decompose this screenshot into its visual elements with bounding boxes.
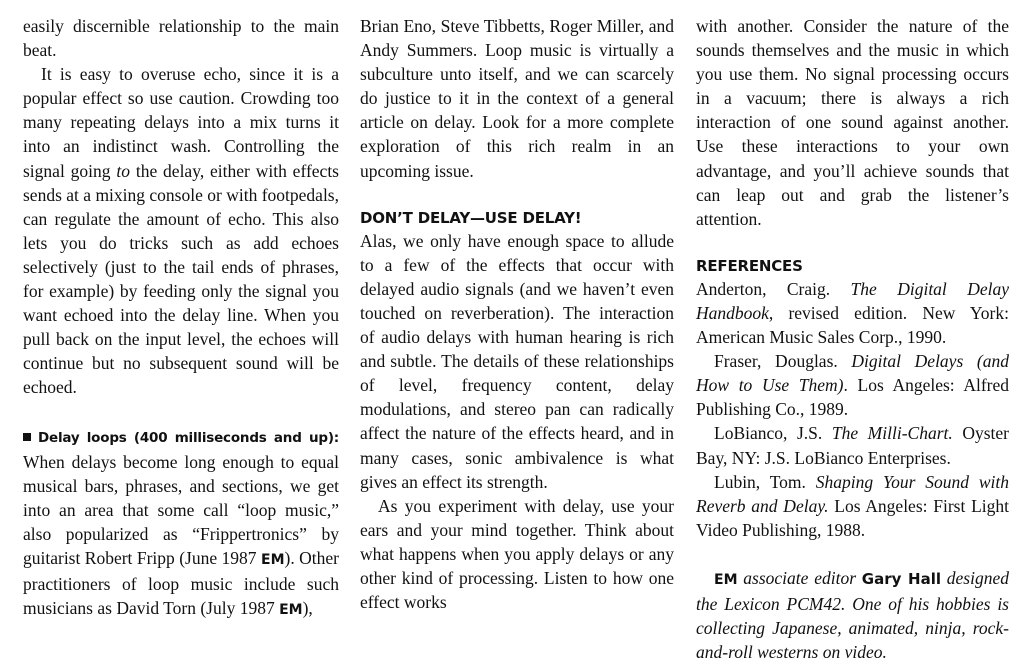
reference-entry <box>696 421 1009 469</box>
author-bio <box>696 566 1009 664</box>
column-3 <box>696 14 1009 664</box>
reference-title: The Digital Delay Handbook <box>696 278 1009 323</box>
reference-entry <box>696 349 1009 421</box>
reference-title: The Milli-Chart. <box>831 423 953 444</box>
reference-author: Fraser, Douglas. <box>714 351 852 372</box>
text-run: When delays become long enough to equal musical bars, phrases, and sections, we get into an area that some call “loop music,” also popularized as “Frippertronics” by guitarist Robert Fripp (June 1987 <box>23 451 339 568</box>
em-logo-text: EM <box>279 602 303 619</box>
emphasis-to: to <box>116 160 130 181</box>
references-list <box>696 277 1009 542</box>
reference-details: Los Angeles: First Light Video Publishing, 1988. <box>696 495 1009 540</box>
text-run: It is easy to overuse echo, since it is a popular effect so use caution. Crowding too many repeating delays into a mix turns it into an indistinct wash. Controlling the signal going <box>23 64 339 181</box>
text-run: associate editor <box>737 567 862 588</box>
paragraph: Brian Eno, Steve Tibbetts, Roger Miller, and Andy Summers. Loop music is virtually a subculture unto itself, and we can scarcely do justice to it in the context of a general article on delay. Look for a more complete exploration of this rich realm in an upcoming issue. <box>360 16 674 181</box>
reference-author: Anderton, Craig. <box>696 278 851 299</box>
reference-details: Oyster Bay, NY: J.S. LoBianco Enterprises. <box>696 423 1009 468</box>
text-run: the delay, either with effects sends at a mixing console or with footpedals, can regulate the amount of echo. This also lets you do tricks such as add echoes selectively (just to the tail ends of phrases, for example) by feeding only the signal you want echoed into the delay line. When you pull back on the input level, the echoes will continue but no subsequent sound will be echoed. <box>23 160 339 398</box>
text-run: ). Other practitioners of loop music include such musicians as David Torn (July 1987 <box>23 547 339 619</box>
author-name: Gary Hall <box>861 569 941 588</box>
reference-title: Digital Delays (and How to Use Them) <box>696 351 1009 396</box>
reference-details: . Los Angeles: Alfred Publishing Co., 1989. <box>696 375 1009 420</box>
reference-title: Shaping Your Sound with Reverb and Delay. <box>696 471 1009 516</box>
text-run: ), <box>302 598 313 619</box>
column-2 <box>360 14 674 614</box>
reference-author: LoBianco, J.S. <box>714 423 832 444</box>
paragraph: easily discernible relationship to the main beat. <box>23 16 339 61</box>
reference-entry <box>696 470 1009 542</box>
reference-entry <box>696 277 1009 349</box>
em-logo-text: EM <box>261 551 285 568</box>
paragraph: As you experiment with delay, use your ears and your mind together. Think about what happens when you apply delays or any other kind of processing. Listen to how one effect works <box>360 495 674 613</box>
paragraph <box>23 424 339 623</box>
section-heading: DON’T DELAY—USE DELAY! <box>360 208 582 227</box>
reference-author: Lubin, Tom. <box>714 471 816 492</box>
paragraph <box>23 62 339 399</box>
text-run: designed the Lexicon PCM42. One of his hobbies is collecting Japanese, animated, ninja, rock-and-roll westerns on video. <box>696 567 1009 663</box>
column-1 <box>23 14 339 622</box>
reference-details: , revised edition. New York: American Music Sales Corp., 1990. <box>696 302 1009 348</box>
paragraph: Alas, we only have enough space to allude to a few of the effects that occur with delayed audio signals (and we haven’t even touched on reverberation). The interaction of audio delays with human hearing is rich and subtle. The details of these relationships of level, frequency content, delay modulations, and stereo pan can radically affect the nature of the effects heard, and in many cases, sonic ambivalence is what gives an effect its strength. <box>360 230 674 492</box>
em-logo-text: EM <box>714 571 738 588</box>
references-heading: REFERENCES <box>696 256 803 275</box>
paragraph: with another. Consider the nature of the sounds themselves and the music in which you use them. No signal processing occurs in a vacuum; there is always a rich interaction of one sound against another. Use these interactions to your own advantage, and you’ll achieve sounds that can leap out and grab the listener’s attention. <box>696 16 1009 229</box>
section-run-in-heading: Delay loops (400 milliseconds and up): <box>38 429 339 446</box>
square-bullet-icon <box>23 433 31 441</box>
